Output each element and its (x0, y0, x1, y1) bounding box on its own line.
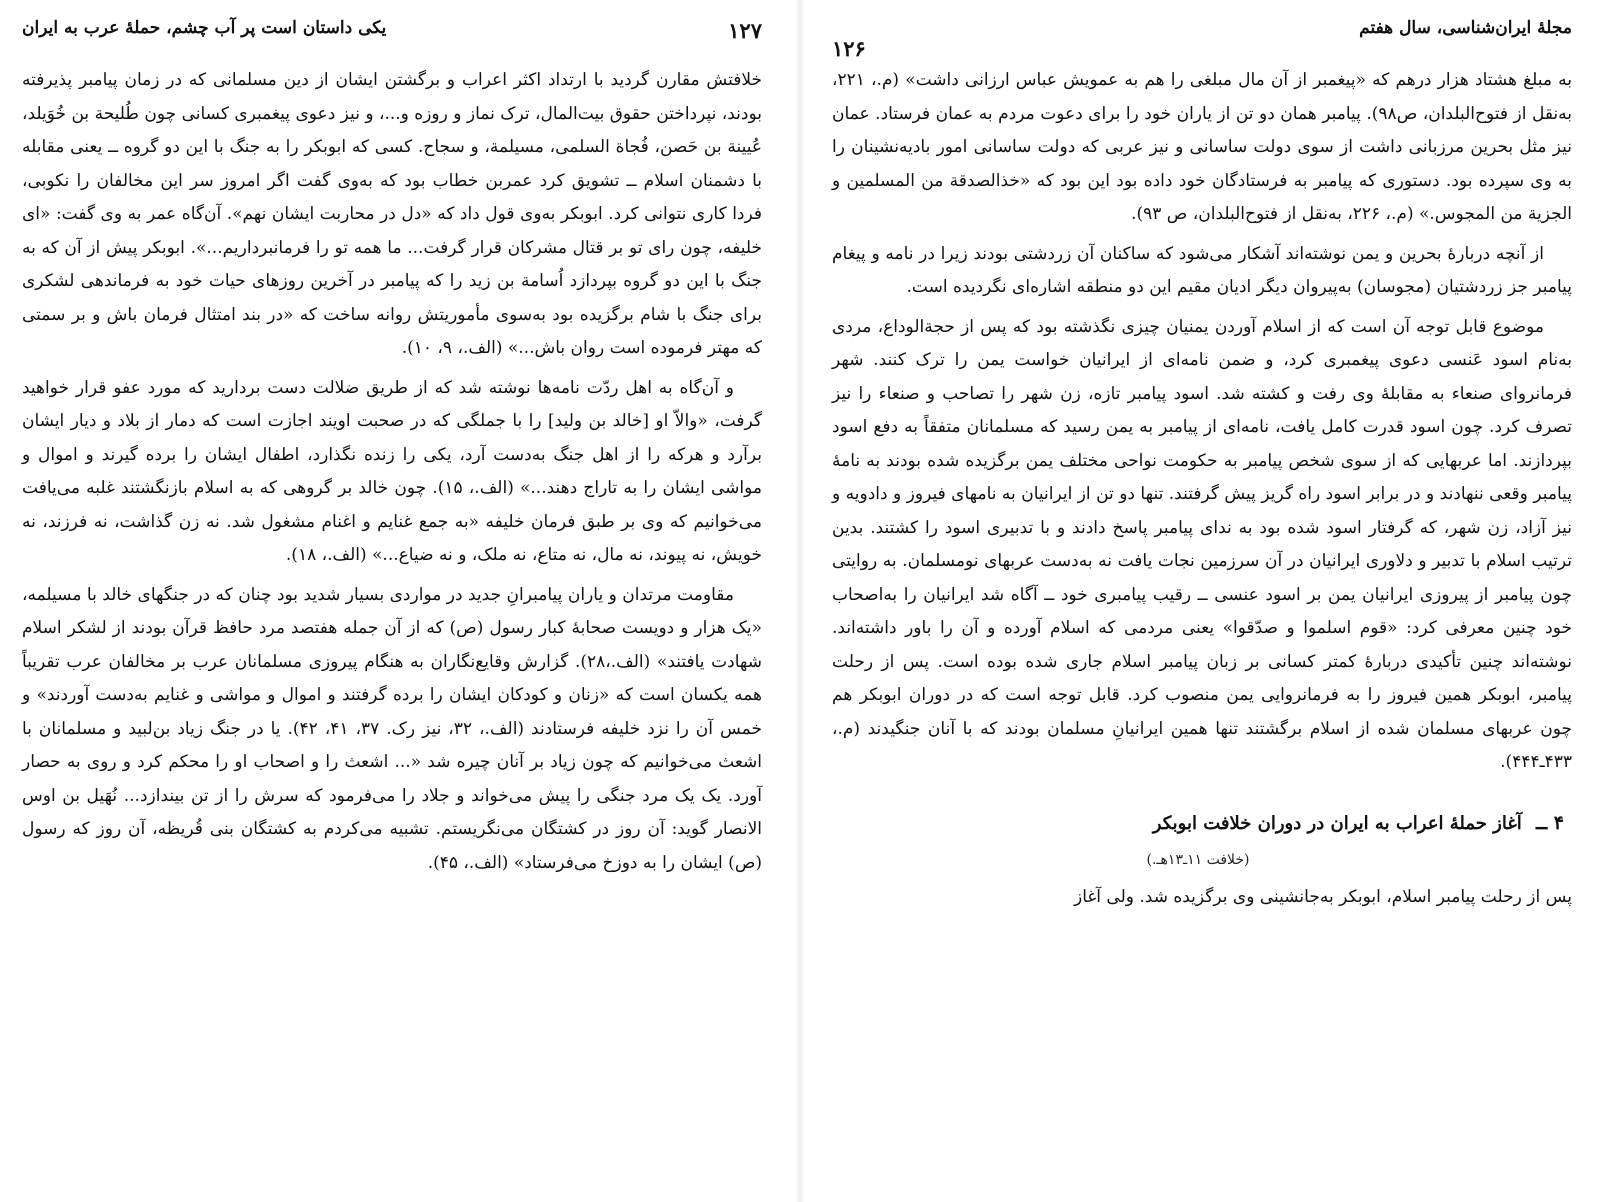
right-paragraph-3: موضوع قابل توجه آن است که از اسلام آوردن یمنیان چیزی نگذشته بود که پس از حجةالوداع، مردی بەنام اسود عَنسی دعوی پیغمبری کرد، و ضمن نامه‌ای از ایرانیان خواست یمن را ترک کنند. شهر فرمانروای صنعاء به مقابلهٔ وی رفت و کشته شد. اسود پیامبر تازه، زن شهر را تصاحب و صنعاء را نیز تصرف کرد. چون اسود قدرت کامل یافت، نامه‌ای از پیامبر به یمن رسید که مسلمانان متفقاً به دفع اسود بپردازند. اما عربهایی که از سوی شخص پیامبر به حکومت نواحی مختلف یمن برگزیده شده بودند به نامهٔ پیامبر وقعی ننهادند و در برابر اسود راه گریز پیش گرفتند. تنها دو تن از ایرانیان به نامهای فیروز و دادویه و نیز آزاد، زن شهر، که گرفتار اسود شده بود به ندای پیامبر پاسخ دادند و با تدبیری اسود را کشتند. بدین ترتیب اسلام با تدبیر و دلاوری ایرانیان در آن سرزمین نجات یافت نه بەدست عربهای نومسلمان. به روایتی چون پیامبر از پیروزی ایرانیان یمن بر اسود عنسی ــ رقیب پیامبری خود ــ آگاه شد ایرانیان را بەاصحاب خود چنین معرفی کرد: «قوم اسلموا و صدّقوا» یعنی مردمی که اسلام آورده و آن را باور داشته‌اند. نوشته‌اند چنین تأکیدی دربارهٔ کمتر کسانی بر زبان پیامبر اسلام جاری شده بوده است. پس از رحلت پیامبر، ابوبکر همین فیروز را به فرمانروایی یمن منصوب کرد. قابل توجه است که در دوران ابوبکر هم چون عربهای مسلمان شده از اسلام برگشتند تنها همین ایرانیانِ مسلمان بودند که با آنان جنگیدند (م.، ۴۳۳ـ۴۴۴). (832, 316, 1572, 772)
right-page-number: ۱۲۶ (832, 36, 866, 61)
right-paragraph-1: به مبلغ هشتاد هزار درهم که «پیغمبر از آن مال مبلغی را هم به عمویش عباس ارزانی داشت» (م.، ۲۲۱، بەنقل از فتوح‌البلدان، ص۹۸). پیامبر همان دو تن از یاران خود را برای دعوت مردم به عمان فرستاد. عمان نیز مثل بحرین مرزبانی داشت از سوی دولت ساسانی و نیز عربی که دولت ساسانی امور بادیەنشینان را به وی سپرده بود. دستوری که پیامبر به فرستادگان خود داده بود این بود که «خذالصدقة من المسلمین و الجزیة من المجوس.» (م.، ۲۲۶، بەنقل از فتوح‌البلدان، ص ۹۳). (832, 70, 1572, 224)
right-paragraph-2: از آنچه دربارهٔ بحرین و یمن نوشته‌اند آشکار می‌شود که ساکنان آن زردشتی بودند زیرا در نامه و پیغام پیامبر جز زردشتیان (مجوسان) به‌پیروان دیگر ادیان مقیم این دو منطقه اشاره‌ای نگردیده است. (832, 243, 1572, 297)
left-running-title: یکی داستان است پر آب چشم، حملهٔ عرب به ایران (22, 18, 387, 38)
left-page-number: ۱۲۷ (728, 18, 762, 43)
right-running-head (832, 14, 1572, 64)
right-running-title: مجلهٔ ایران‌شناسی، سال هفتم (1359, 18, 1572, 38)
section-title: آغاز حملهٔ اعراب به ایران در دوران خلافت ابوبکر (1152, 812, 1522, 834)
left-paragraph-1: خلافتش مقارن گردید با ارتداد اکثر اعراب و برگشتن ایشان از دین مسلمانی که در زمان پیامبر پذیرفته بودند، نپرداختن حقوق بیت‌المال، ترک نماز و روزه و...، و نیز دعوی پیغمبری کسانی چون طُلیحة بن خُوَیلد، عُیینة بن حَصن، فُجاة السلمی، مسیلمة، و سجاح. کسی که ابوبکر را به جنگ با این دو گروه ــ یعنی مقابله با دشمنان اسلام ــ تشویق کرد عمربن خطاب بود که بەوی گفت اگر امروز سر این مخالفان را نکوبی، فردا کاری نتوانی کرد. ابوبکر بەوی قول داد که «دل در محاربت ایشان نهم». آن‌گاه عمر به وی گفت: «ای خلیفه، چون رای تو بر قتال مشرکان قرار گرفت... ما همه تو را فرمانبرداریم...». ابوبکر پیش از آن که به جنگ با این دو گروه بپردازد اُسامة بن زید را که پیامبر در آخرین روزهای حیات خود به فرماندهی لشکری برای جنگ با شام برگزیده بود بەسوی مأموریتش روانه ساخت که «در بند امتثال فرمان باش و بر سمتی که مهتر فرموده است روان باش...» (الف.، ۹، ۱۰). (22, 70, 762, 358)
left-running-head (22, 14, 762, 64)
section-subtitle: (خلافت ۱۱ـ۱۳هـ.) (1146, 851, 1250, 868)
right-page (800, 0, 1600, 1202)
left-paragraph-3: مقاومت مرتدان و یاران پیامبرانِ جدید در مواردی بسیار شدید بود چنان که در جنگهای خالد با مسیلمه، «یک هزار و دویست صحابهٔ کبار رسول (ص) که از آن جمله هفتصد مرد حافظ قرآن بودند از لشکر اسلام شهادت یافتند» (الف.،۲۸). گزارش وقایع‌نگاران به هنگام پیروزی مسلمانان عرب بر مخالفان عرب تقریباً همه یکسان است که «زنان و کودکان ایشان را برده گرفتند و اموال و مواشی و غنایم بەدست آوردند» و خمس آن را نزد خلیفه فرستادند (الف.، ۳۲، نیز رک. ۳۷، ۴۱، ۴۲). یا در جنگ زیاد بن‌لبید و مسلمانان با اشعث می‌خوانیم که چون زیاد بر آنان چیره شد «... اشعث را و اصحاب او را محکم کرد و روی به حصار آورد. یک یک مرد جنگی را پیش می‌خواند و جلاد را می‌فرمود که سرش را از تن بیندازد... نُهَیل بن اوس الانصار گوید: آن روز در کشتگان می‌نگریستم. تشبیه می‌کردم به کشتگان بنی قُریظه، آن روز که رسول (ص) ایشان را به دوزخ می‌فرستاد» (الف.، ۴۵). (22, 584, 763, 873)
left-paragraph-2: و آن‌گاه به اهل ردّت نامەها نوشته شد که از طریق ضلالت دست بردارید که مورد عفو قرار خواهید گرفت، «والاّ او [خالد بن ولید] را با جملگی که در صحبت اویند اجازت است که دمار از بلاد و دیار ایشان برآرد و هرکه را از اهل جنگ بەدست آرد، یکی را زنده نگذارد، اطفال ایشان را برده گیرند و اموال و مواشی ایشان را به تاراج دهند...» (الف.، ۱۵). چون خالد بر گروهی که به اسلام بازنگشتند غلبه می‌یافت می‌خوانیم که وی بر طبق فرمان خلیفه «به جمع غنایم و اغنام مشغول شد. نه زن گذاشت، نه فرزند، نه خویش، نه پیوند، نه مال، نه متاع، نه ملک، و نه ضیاع...» (الف.، ۱۸). (22, 377, 762, 565)
section-number: ۴ ــ (1536, 811, 1564, 834)
section-heading (832, 806, 1564, 841)
right-closing-paragraph: پس از رحلت پیامبر اسلام، ابوبکر بەجانشینی وی برگزیده شد. ولی آغاز (1074, 886, 1572, 907)
